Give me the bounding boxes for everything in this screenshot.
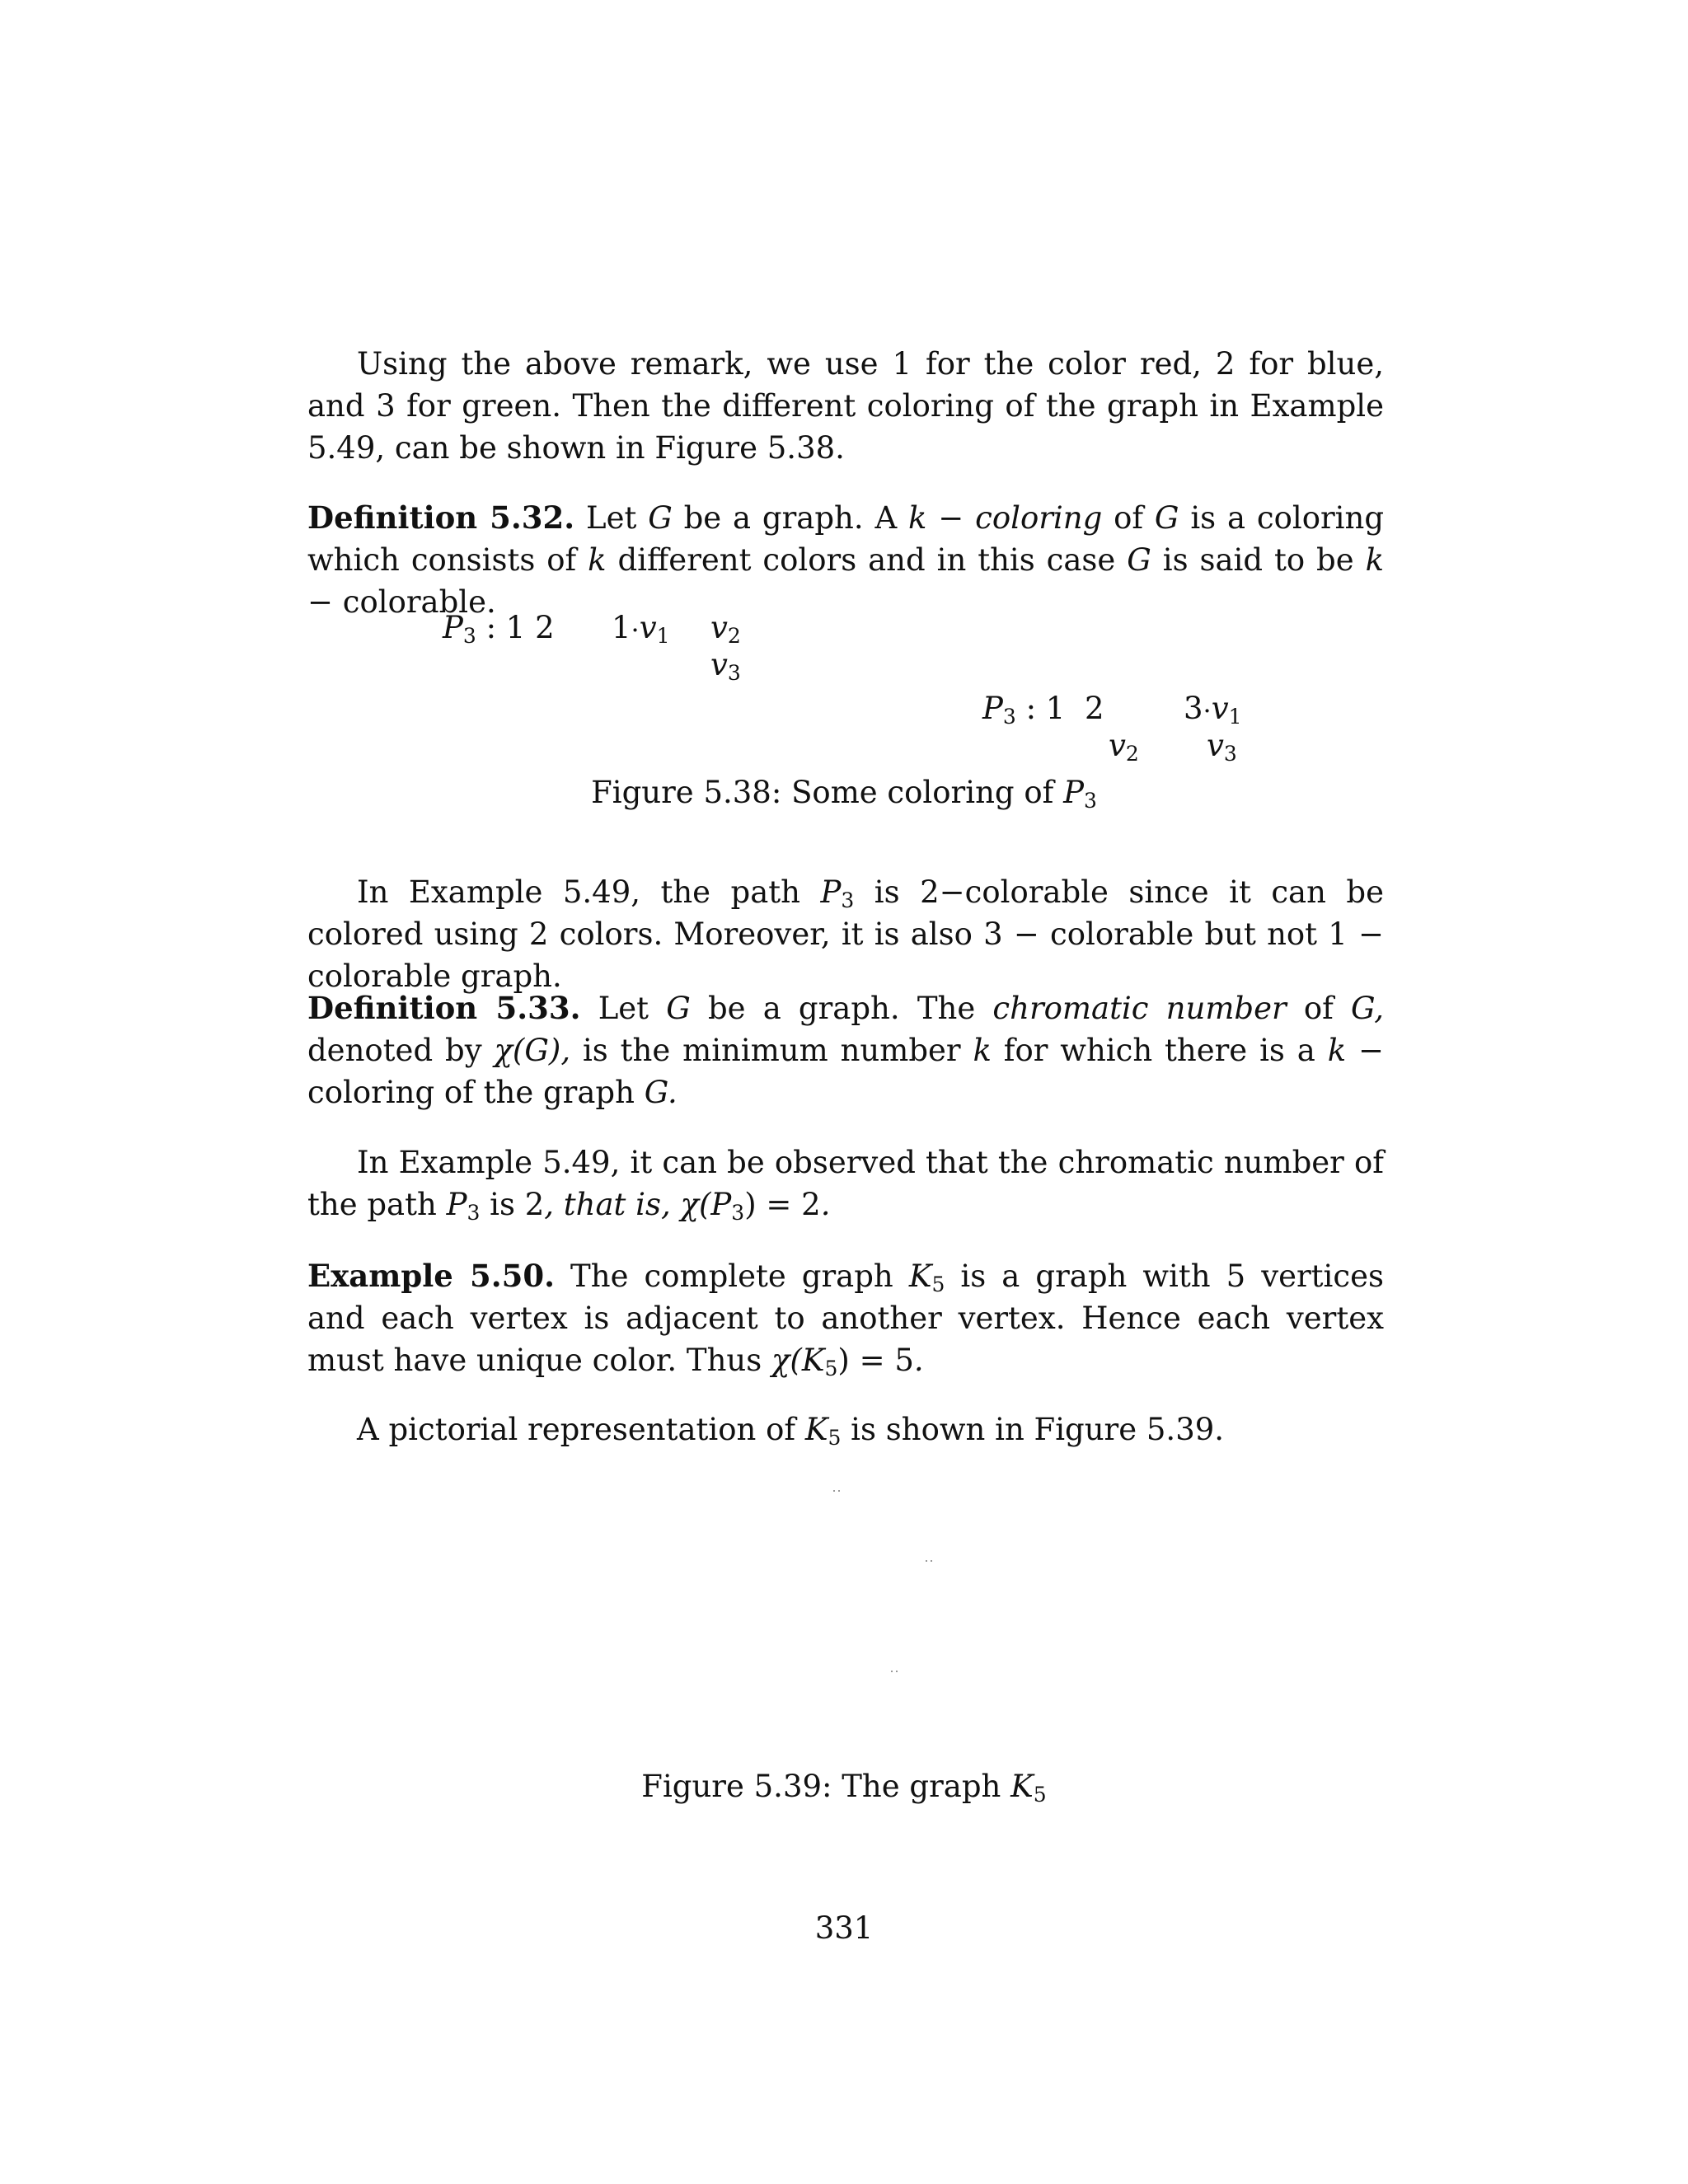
- figure-538-vertex-v3-b: $v_3$: [1207, 728, 1237, 766]
- definition-5-32: Definition 5.32. Let G be a graph. A k − coloring of G is a coloring which consists of k different colors and in this case G is said to be k − colorable.: [307, 499, 1385, 620]
- figure-538-vertex-v2-b: $v_2$: [1109, 728, 1139, 766]
- definition-label: Definition 5.33.: [307, 990, 581, 1026]
- definition-5-33: Definition 5.33. Let G be a graph. The chromatic number of G, denoted by χ(G), is the minimum number k for which there is a k − coloring of the graph G.: [307, 990, 1385, 1110]
- figure-538-vertex-v1-b: $3\cdot v_1$: [1184, 691, 1242, 729]
- example-5-50: Example 5.50. The complete graph $K_5$ is a graph with 5 vertices and each vertex is adjacent to another vertex. Hence each vertex must have unique color. Thus $\chi(K_5) = 5$.: [307, 1258, 1384, 1380]
- figure-539-speck: [926, 1560, 934, 1563]
- figure-539-speck: [891, 1671, 899, 1674]
- figure-538-row1-label: $P_3$ : 1 2: [443, 610, 555, 648]
- page-number: 331: [814, 1910, 874, 1946]
- paragraph-p3-colorable: In Example 5.49, the path $P_3$ is 2−colorable since it can be colored using 2 colors. Moreover, it is also 3 − colorable but not 1 − colorable graph.: [307, 874, 1384, 994]
- figure-539-speck: [833, 1490, 842, 1493]
- example-label: Example 5.50.: [307, 1258, 556, 1294]
- paragraph-k5-pictorial: A pictorial representation of $K_5$ is shown in Figure 5.39.: [357, 1412, 1225, 1450]
- figure-538-vertex-v2-a: $v_2$: [710, 610, 741, 648]
- figure-538-vertex-v3-a: $v_3$: [710, 647, 741, 685]
- figure-538-row2-label: $P_3$ : 1: [982, 691, 1066, 729]
- definition-label: Definition 5.32.: [307, 499, 575, 536]
- figure-538-vertex-v1-a: $1\cdot v_1$: [612, 610, 670, 648]
- paragraph-intro: Using the above remark, we use 1 for the color red, 2 for blue, and 3 for green. Then the different coloring of the graph in Example 5.49, can be shown in Figure 5.38.: [307, 346, 1384, 466]
- figure-539-caption: Figure 5.39: The graph $K_5$: [641, 1769, 1047, 1807]
- figure-538-vertex-color-2: 2: [1085, 691, 1104, 726]
- figure-538-caption: Figure 5.38: Some coloring of $P_3$: [591, 775, 1097, 813]
- paragraph-chromatic-p3: In Example 5.49, it can be observed that the chromatic number of the path $P_3$ is 2, that is, $\chi(P_3) = 2$.: [307, 1145, 1384, 1225]
